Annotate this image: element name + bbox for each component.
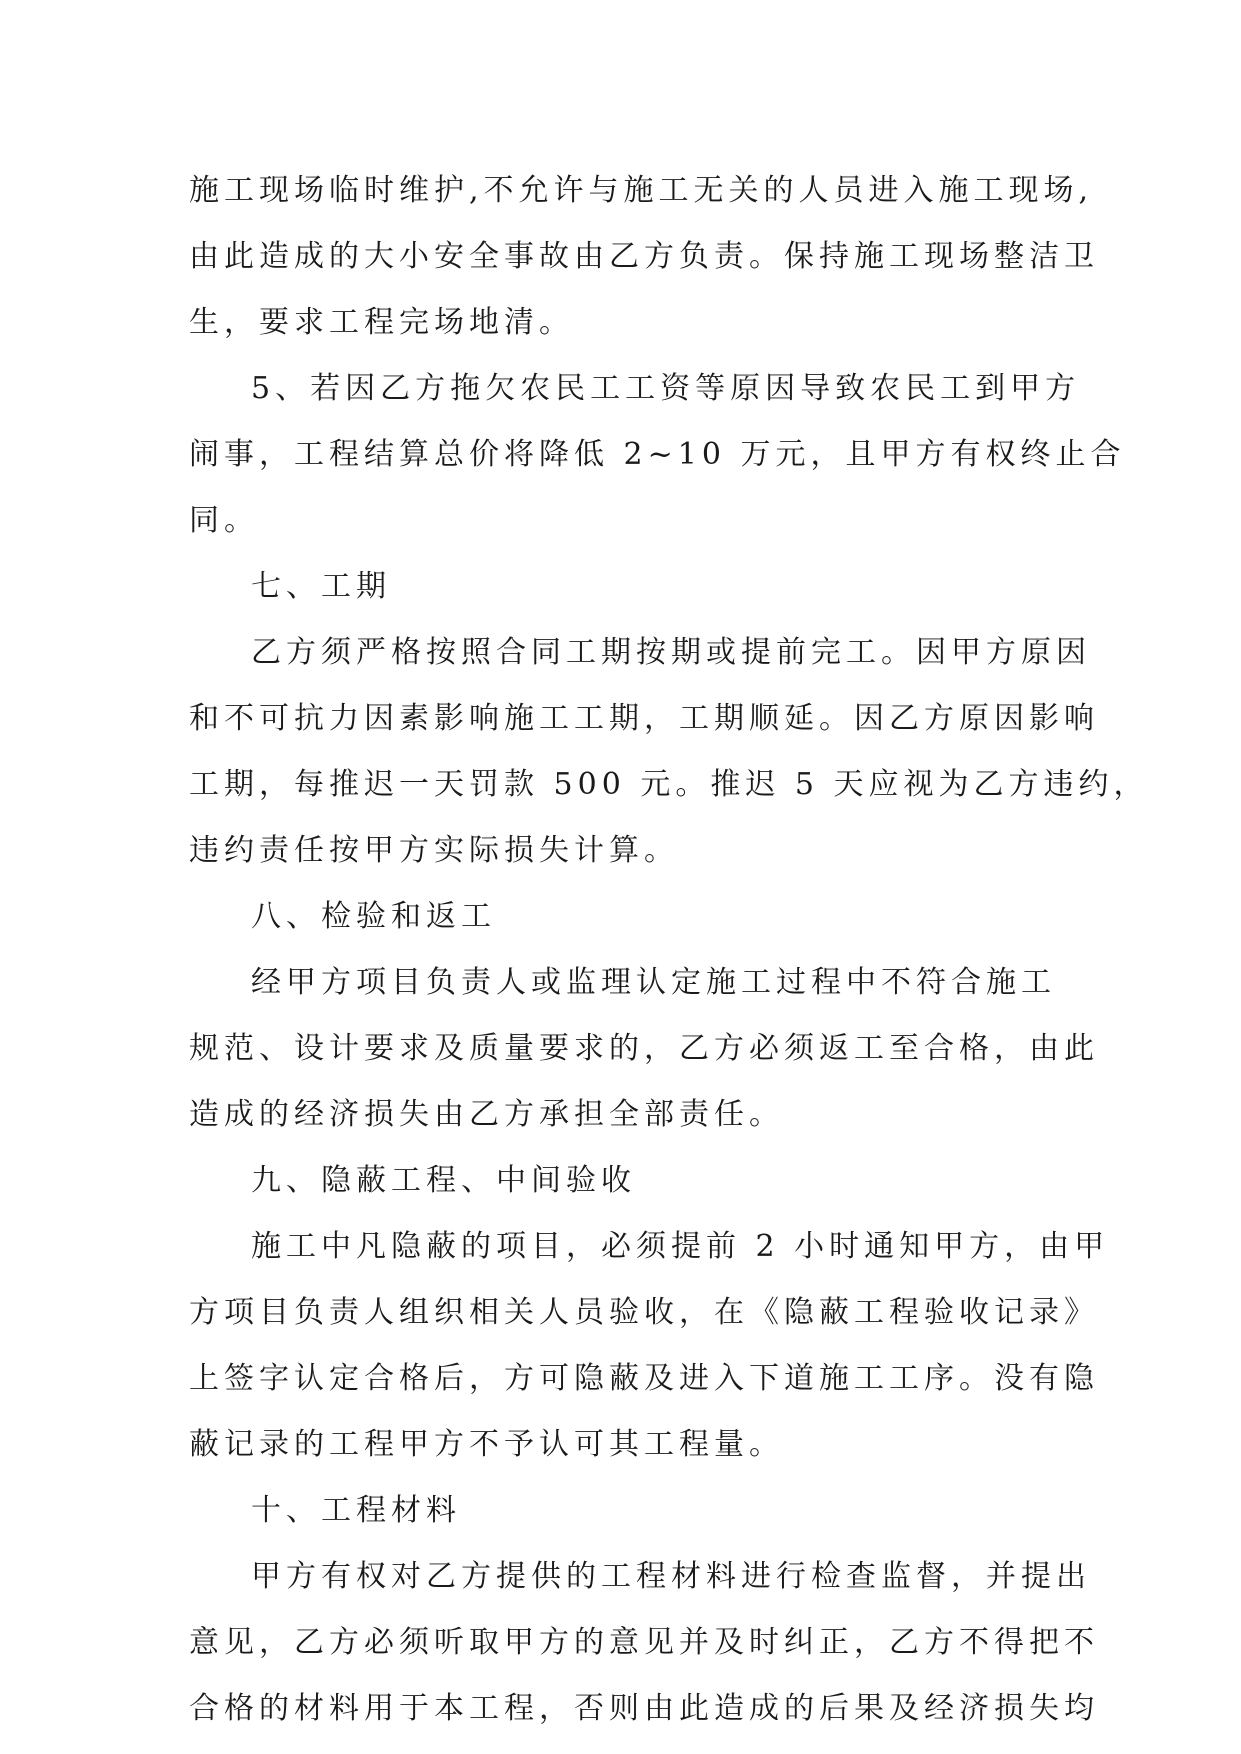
paragraph-line: 蔽记录的工程甲方不予认可其工程量。 (189, 1427, 784, 1462)
paragraph-line: 施工现场临时维护,不允许与施工无关的人员进入施工现场, (189, 173, 1094, 208)
paragraph-line: 经甲方项目负责人或监理认定施工过程中不符合施工 (251, 965, 1056, 1000)
paragraph-line: 闹事，工程结算总价将降低 2~10 万元，且甲方有权终止合 (189, 437, 1126, 472)
paragraph-line: 造成的经济损失由乙方承担全部责任。 (189, 1097, 784, 1132)
section-heading-materials: 十、工程材料 (251, 1493, 461, 1528)
paragraph-line: 由此造成的大小安全事故由乙方负责。保持施工现场整洁卫 (189, 239, 1099, 274)
paragraph-line: 工期，每推迟一天罚款 500 元。推迟 5 天应视为乙方违约， (189, 767, 1149, 802)
paragraph-line: 施工中凡隐蔽的项目，必须提前 2 小时通知甲方，由甲 (251, 1229, 1110, 1264)
paragraph-line: 上签字认定合格后，方可隐蔽及进入下道施工工序。没有隐 (189, 1361, 1099, 1396)
paragraph-line: 5、若因乙方拖欠农民工工资等原因导致农民工到甲方 (251, 371, 1081, 406)
paragraph-line: 规范、设计要求及质量要求的，乙方必须返工至合格，由此 (189, 1031, 1099, 1066)
paragraph-line: 乙方须严格按照合同工期按期或提前完工。因甲方原因 (251, 635, 1091, 670)
section-heading-inspection: 八、检验和返工 (251, 899, 496, 934)
section-heading-concealed-works: 九、隐蔽工程、中间验收 (251, 1163, 636, 1198)
document-body (189, 158, 1149, 1742)
paragraph-line: 同。 (189, 503, 259, 538)
paragraph-line: 合格的材料用于本工程，否则由此造成的后果及经济损失均 (189, 1691, 1099, 1726)
paragraph-line: 甲方有权对乙方提供的工程材料进行检查监督，并提出 (251, 1559, 1091, 1594)
paragraph-line: 违约责任按甲方实际损失计算。 (189, 833, 679, 868)
paragraph-line: 和不可抗力因素影响施工工期，工期顺延。因乙方原因影响 (189, 701, 1099, 736)
paragraph-line: 方项目负责人组织相关人员验收，在《隐蔽工程验收记录》 (189, 1295, 1099, 1330)
section-heading-duration: 七、工期 (251, 569, 391, 604)
paragraph-line: 意见，乙方必须听取甲方的意见并及时纠正，乙方不得把不 (189, 1625, 1099, 1660)
paragraph-line: 生，要求工程完场地清。 (189, 305, 574, 340)
